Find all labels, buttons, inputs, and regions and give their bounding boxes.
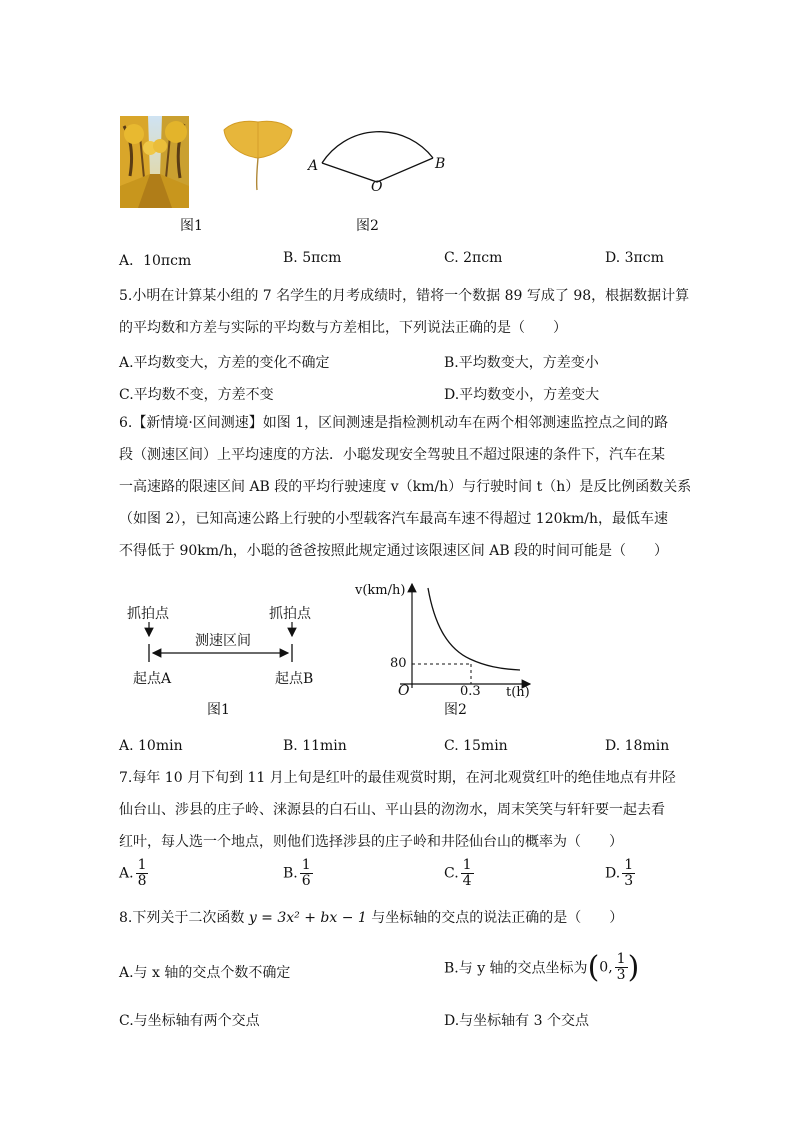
q7-option-d-label: D. xyxy=(605,865,621,882)
fraction-numerator: 1 xyxy=(616,951,626,967)
q6-figure2-caption: 图2 xyxy=(444,702,467,718)
start-b-label: 起点B xyxy=(275,671,314,687)
q7-option-b-label: B. xyxy=(283,865,298,882)
capture-point-right-label: 抓拍点 xyxy=(269,606,311,622)
fraction-denominator: 3 xyxy=(624,873,634,889)
q8-option-c[interactable]: C.与坐标轴有两个交点 xyxy=(119,1013,260,1029)
q8-stem-prefix: 8.下列关于二次函数 xyxy=(119,910,249,926)
q8-stem xyxy=(119,908,623,928)
q5-stem-line-2: 的平均数和方差与实际的平均数与方差相比，下列说法正确的是（ ） xyxy=(119,320,567,336)
q5-option-a-row[interactable]: A.平均数变大，方差的变化不确定 xyxy=(119,355,330,371)
point-o-label: O xyxy=(371,179,383,195)
q6-stem-line-5: 不得低于 90km/h，小聪的爸爸按照此规定通过该限速区间 AB 段的时间可能是（ ） xyxy=(119,543,669,559)
speed-section-label: 测速区间 xyxy=(195,633,251,649)
ginkgo-road-photo xyxy=(120,116,189,208)
q5-stem-line-1: 5.小明在计算某小组的 7 名学生的月考成绩时，错将一个数据 89 写成了 98，根据数据计算 xyxy=(119,288,690,304)
q8-option-d[interactable]: D.与坐标轴有 3 个交点 xyxy=(444,1013,589,1029)
q8-quadratic-formula: y = 3x² + bx − 1 xyxy=(248,910,367,926)
q4-option-b[interactable]: B. 5πcm xyxy=(283,250,342,266)
q6-stem-line-4: （如图 2），已知高速公路上行驶的小型载客汽车最高车速不得超过 120km/h，最低车速 xyxy=(119,511,669,527)
fraction-denominator: 4 xyxy=(462,873,472,889)
q7-option-c-fraction xyxy=(461,858,474,889)
q7-stem-line-1: 7.每年 10 月下旬到 11 月上旬是红叶的最佳观赏时期，在河北观赏红叶的绝佳地点有井陉 xyxy=(119,770,676,786)
q7-option-b[interactable] xyxy=(283,858,313,889)
speed-section-diagram xyxy=(125,600,325,695)
q6-stem-line-2: 段（测速区间）上平均速度的方法．小聪发现安全驾驶且不超过限速的条件下，汽车在某 xyxy=(119,447,665,463)
right-paren: ) xyxy=(627,950,640,985)
q6-stem-line-3: 一高速路的限速区间 AB 段的平均行驶速度 v（km/h）与行驶时间 t（h）是反比例函数关系 xyxy=(119,479,692,495)
sector-diagram xyxy=(305,112,455,196)
q6-stem-line-1: 6.【新情境·区间测速】如图 1，区间测速是指检测机动车在两个相邻测速监控点之间的路 xyxy=(119,415,669,431)
q7-stem-line-2: 仙台山、涉县的庄子岭、涞源县的白石山、平山县的沕沕水，周末笑笑与轩轩要一起去看 xyxy=(119,802,665,818)
left-paren: ( xyxy=(587,950,600,985)
start-a-label: 起点A xyxy=(133,671,172,687)
fraction-denominator: 8 xyxy=(137,873,147,889)
q7-option-a-label: A. xyxy=(119,865,134,882)
q6-option-a[interactable]: A. 10min xyxy=(119,738,183,754)
fraction-denominator: 6 xyxy=(301,873,311,889)
q8-option-b-text: B.与 y 轴的交点坐标为 xyxy=(444,960,588,977)
fraction-numerator: 1 xyxy=(624,857,634,873)
q6-option-b[interactable]: B. 11min xyxy=(283,738,347,754)
capture-point-left-label: 抓拍点 xyxy=(127,606,169,622)
q7-option-a-fraction xyxy=(136,858,149,889)
q4-option-d[interactable]: D. 3πcm xyxy=(605,250,664,266)
fraction-numerator: 1 xyxy=(462,857,472,873)
point-b-label: B xyxy=(435,156,446,172)
t-axis-label: t(h) xyxy=(506,685,530,700)
q4-figure1-caption: 图1 xyxy=(180,218,203,234)
q4-option-c[interactable]: C. 2πcm xyxy=(444,250,503,266)
q8-option-b[interactable] xyxy=(444,950,639,985)
q5-option-c[interactable]: C.平均数不变，方差不变 xyxy=(119,387,274,403)
y-tick-80: 80 xyxy=(390,656,407,671)
q5-option-b[interactable]: B.平均数变大，方差变小 xyxy=(444,355,599,371)
q7-option-a[interactable] xyxy=(119,858,148,889)
x-tick-0-3: 0.3 xyxy=(460,684,481,699)
q6-option-c[interactable]: C. 15min xyxy=(444,738,508,754)
fraction-denominator: 3 xyxy=(616,967,626,983)
origin-label: O xyxy=(398,683,410,699)
fraction-numerator: 1 xyxy=(137,857,147,873)
q7-option-c-label: C. xyxy=(444,865,459,882)
q8-option-b-fraction xyxy=(615,952,628,983)
q5-option-d[interactable]: D.平均数变小，方差变大 xyxy=(444,387,600,403)
q7-stem-line-3: 红叶，每人选一个地点，则他们选择涉县的庄子岭和井陉仙台山的概率为（ ） xyxy=(119,834,623,850)
q4-option-a[interactable]: A．10πcm xyxy=(119,253,192,269)
point-a-label: A xyxy=(308,158,319,174)
inverse-function-graph xyxy=(350,578,540,700)
q8-option-a[interactable]: A.与 x 轴的交点个数不确定 xyxy=(119,965,291,981)
q7-option-d[interactable] xyxy=(605,858,635,889)
q6-figure1-caption: 图1 xyxy=(207,702,230,718)
v-axis-label: v(km/h) xyxy=(355,583,406,598)
q6-option-d[interactable]: D. 18min xyxy=(605,738,670,754)
q7-option-d-fraction xyxy=(622,858,635,889)
q7-option-b-fraction xyxy=(300,858,313,889)
fraction-numerator: 1 xyxy=(301,857,311,873)
q8-option-b-zero: 0, xyxy=(599,959,613,976)
q7-option-c[interactable] xyxy=(444,858,474,889)
q4-figure2-caption: 图2 xyxy=(356,218,379,234)
q8-stem-suffix: 与坐标轴的交点的说法正确的是（ ） xyxy=(366,910,624,926)
ginkgo-leaf-image xyxy=(220,118,296,192)
